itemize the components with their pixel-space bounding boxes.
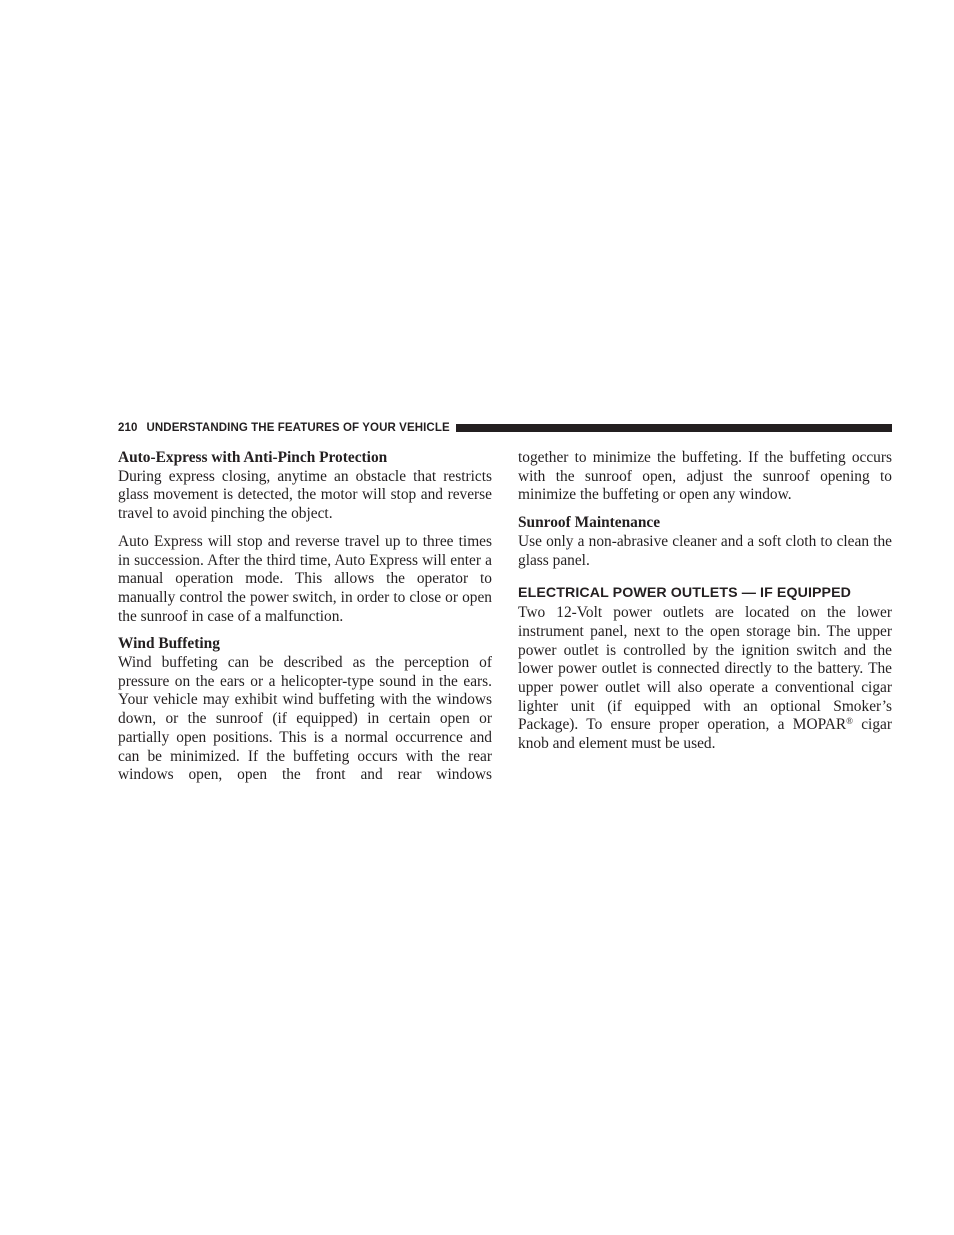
- auto-express-paragraph-2: Auto Express will stop and reverse travel up to three times in succession. After the third time, Auto Express will enter a manual operation mode. This allows the operator to manually control the power switch, in order to close or open the sunroof in case of a malfunction.: [118, 532, 492, 625]
- page-number: 210: [118, 422, 138, 434]
- header-rule: [456, 424, 892, 432]
- left-column: [118, 449, 492, 794]
- power-outlets-paragraph: [518, 604, 892, 754]
- right-column: [518, 449, 892, 763]
- section-title: UNDERSTANDING THE FEATURES OF YOUR VEHICLE: [146, 422, 450, 434]
- registered-mark: ®: [846, 716, 853, 727]
- sunroof-maintenance-paragraph: Use only a non-abrasive cleaner and a soft cloth to clean the glass panel.: [518, 532, 892, 569]
- wind-buffeting-paragraph: Wind buffeting can be described as the perception of pressure on the ears or a helicopter-type sound in the ears. Your vehicle may exhibit wind buffeting with the windows down, or the sunroof (if equipped) in certain open or partially open positions. This is a normal occurrence and can be minimized. If the buffeting occurs with the rear windows open, open the front and rear windows: [118, 654, 492, 784]
- auto-express-heading: Auto-Express with Anti-Pinch Protection: [118, 449, 388, 466]
- power-outlets-text: Two 12-Volt power outlets are located on the lower instrument panel, next to the open storage bin. The upper power outlet is controlled by the ignition switch and the lower power outlet is connected directly to the battery. The upper power outlet will also operate a conventional cigar lighter unit (if equipped with an optional Smoker’s Package). To ensure proper operation, a MOPAR: [518, 604, 892, 734]
- sunroof-maintenance-heading: Sunroof Maintenance: [518, 514, 661, 532]
- auto-express-paragraph-1: During express closing, anytime an obstacle that restricts glass movement is detected, the motor will stop and reverse travel to avoid pinching the object.: [118, 467, 492, 523]
- power-outlets-text-end: cigar knob and element must be used.: [518, 716, 892, 753]
- power-outlets-heading: ELECTRICAL POWER OUTLETS — IF EQUIPPED: [518, 585, 852, 602]
- wind-buffeting-paragraph-continued: together to minimize the buffeting. If the buffeting occurs with the sunroof open, adjust the sunroof opening to minimize the buffeting or open any window.: [518, 449, 892, 504]
- wind-buffeting-heading: Wind Buffeting: [118, 635, 220, 653]
- page-header: [118, 420, 892, 436]
